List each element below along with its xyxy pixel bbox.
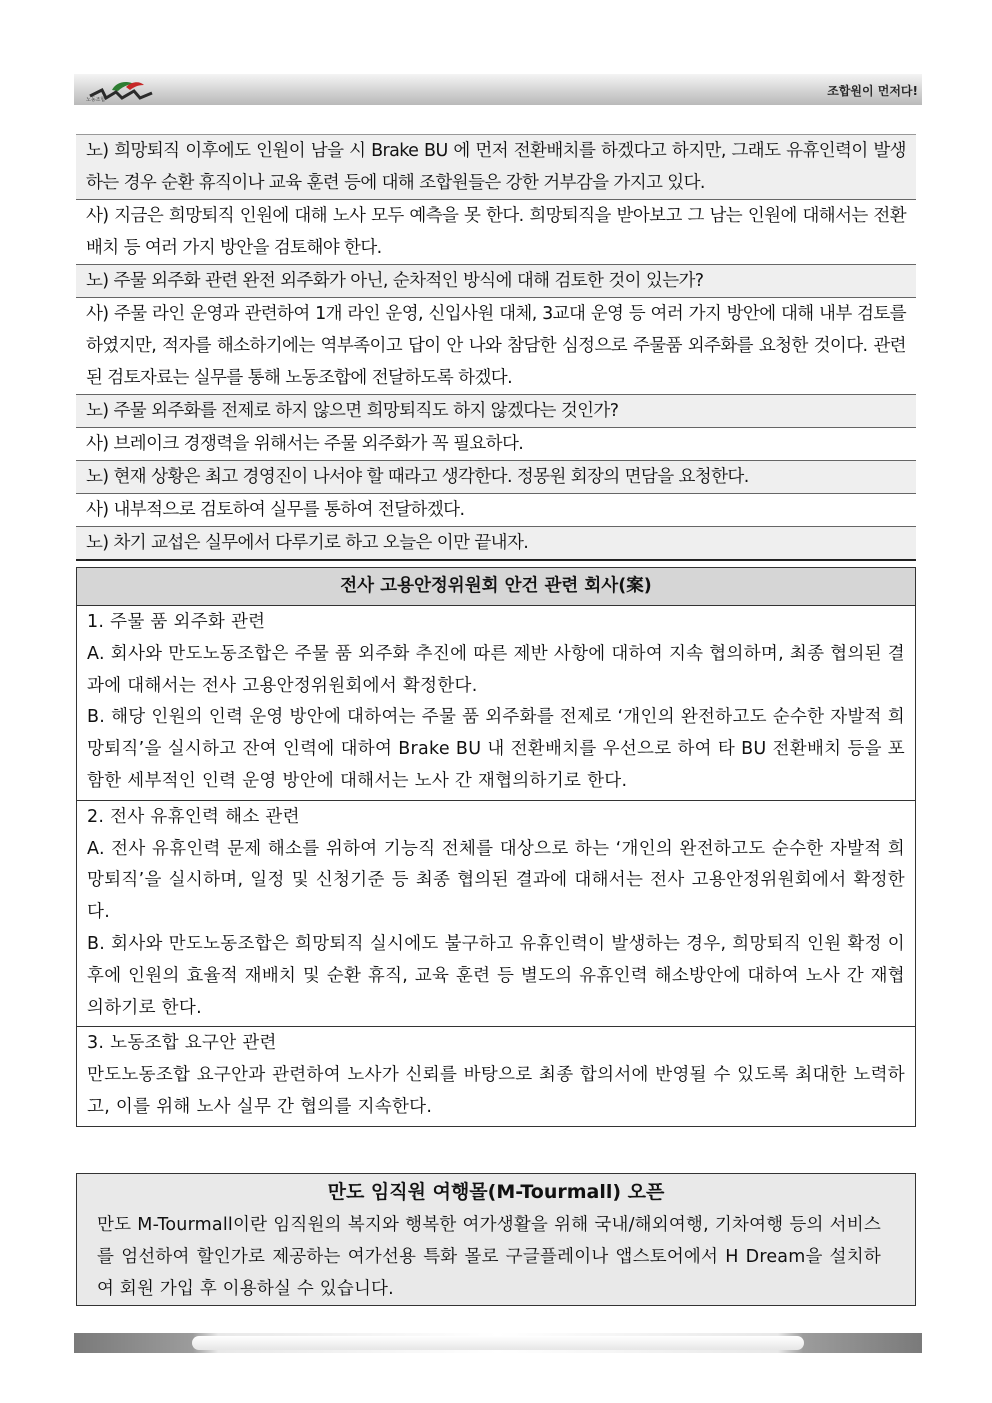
notice-body: 만도 M-Tourmall이란 임직원의 복지와 행복한 여가생활을 위해 국내/해외여행, 기차여행 등의 서비스를 엄선하여 할인가로 제공하는 여가선용 특화 몰로 구글플레이나 앱스토어에서 H Dream을 설치하여 회원 가입 후 이용하실 수 있습니다.	[97, 1215, 881, 1299]
svg-text:노동조합: 노동조합	[86, 97, 106, 102]
union-statement: 노) 주물 외주화 관련 완전 외주화가 아닌, 순차적인 방식에 대해 검토한 것이 있는가?	[76, 264, 916, 297]
section-title: 1. 주물 품 외주화 관련	[87, 612, 266, 632]
section-paragraph: B. 해당 인원의 인력 운영 방안에 대하여는 주물 품 외주화를 전제로 ‘개인의 완전하고도 순수한 자발적 희망퇴직’을 실시하고 잔여 인력에 대하여 Brake BU 내 전환배치를 우선으로 하여 타 BU 전환배치 등을 포함한 세부적인 인력 운영 방안에 대해서는 노사 간 재협의하기로 한다.	[87, 707, 905, 791]
agenda-section-casting	[77, 606, 915, 801]
notice-title: 만도 임직원 여행몰(M-Tourmall) 오픈	[327, 1181, 665, 1203]
union-statement: 노) 차기 교섭은 실무에서 다루기로 하고 오늘은 이만 끝내자.	[76, 526, 916, 559]
company-statement: 사) 내부적으로 검토하여 실무를 통하여 전달하겠다.	[76, 493, 916, 526]
tourmall-notice-box	[76, 1173, 916, 1306]
section-title: 2. 전사 유휴인력 해소 관련	[87, 806, 300, 827]
section-paragraph: B. 회사와 만도노동조합은 희망퇴직 실시에도 불구하고 유휴인력이 발생하는 경우, 희망퇴직 인원 확정 이후에 인원의 효율적 재배치 및 순환 휴직, 교육 훈련 등 별도의 유휴인력 해소방안에 대하여 노사 간 재협의하기로 한다.	[87, 933, 905, 1018]
section-paragraph: A. 회사와 만도노동조합은 주물 품 외주화 추진에 따른 제반 사항에 대하여 지속 협의하며, 최종 협의된 결과에 대해서는 전사 고용안정위원회에서 확정한다.	[87, 643, 905, 696]
union-logo-icon	[82, 78, 162, 102]
section-title: 3. 노동조합 요구안 관련	[87, 1033, 277, 1054]
agenda-section-union-demands	[77, 1027, 915, 1125]
agenda-title: 전사 고용안정위원회 안건 관련 회사(案)	[77, 568, 915, 606]
negotiation-minutes	[76, 134, 916, 561]
section-paragraph: A. 전사 유휴인력 문제 해소를 위하여 기능직 전체를 대상으로 하는 ‘개인의 완전하고도 순수한 자발적 희망퇴직’을 실시하며, 일정 및 신청기준 등 최종 협의된 결과에 대해서는 전사 고용안정위원회에서 확정한다.	[87, 838, 905, 923]
section-paragraph: 만도노동조합 요구안과 관련하여 노사가 신뢰를 바탕으로 최종 합의서에 반영될 수 있도록 최대한 노력하고, 이를 위해 노사 실무 간 협의를 지속한다.	[87, 1065, 905, 1117]
union-statement: 노) 주물 외주화를 전제로 하지 않으면 희망퇴직도 하지 않겠다는 것인가?	[76, 394, 916, 427]
header-bar	[74, 74, 922, 105]
company-statement: 사) 브레이크 경쟁력을 위해서는 주물 외주화가 꼭 필요하다.	[76, 427, 916, 460]
agenda-box	[76, 567, 916, 1127]
union-statement: 노) 현재 상황은 최고 경영진이 나서야 할 때라고 생각한다. 정몽원 회장의 면담을 요청한다.	[76, 460, 916, 493]
header-slogan: 조합원이 먼저다!	[827, 84, 918, 98]
union-statement: 노) 희망퇴직 이후에도 인원이 남을 시 Brake BU 에 먼저 전환배치를 하겠다고 하지만, 그래도 유휴인력이 발생하는 경우 순환 휴직이나 교육 훈련 등에 대해 조합원들은 강한 거부감을 가지고 있다.	[76, 134, 916, 199]
company-statement: 사) 지금은 희망퇴직 인원에 대해 노사 모두 예측을 못 한다. 희망퇴직을 받아보고 그 남는 인원에 대해서는 전환배치 등 여러 가지 방안을 검토해야 한다.	[76, 199, 916, 264]
company-statement: 사) 주물 라인 운영과 관련하여 1개 라인 운영, 신입사원 대체, 3교대 운영 등 여러 가지 방안에 대해 내부 검토를 하였지만, 적자를 해소하기에는 역부족이고 답이 안 나와 참담한 심정으로 주물품 외주화를 요청한 것이다. 관련된 검토자료는 실무를 통해 노동조합에 전달하도록 하겠다.	[76, 297, 916, 394]
agenda-section-idle-workforce	[77, 801, 915, 1028]
footer-bar	[74, 1333, 922, 1353]
